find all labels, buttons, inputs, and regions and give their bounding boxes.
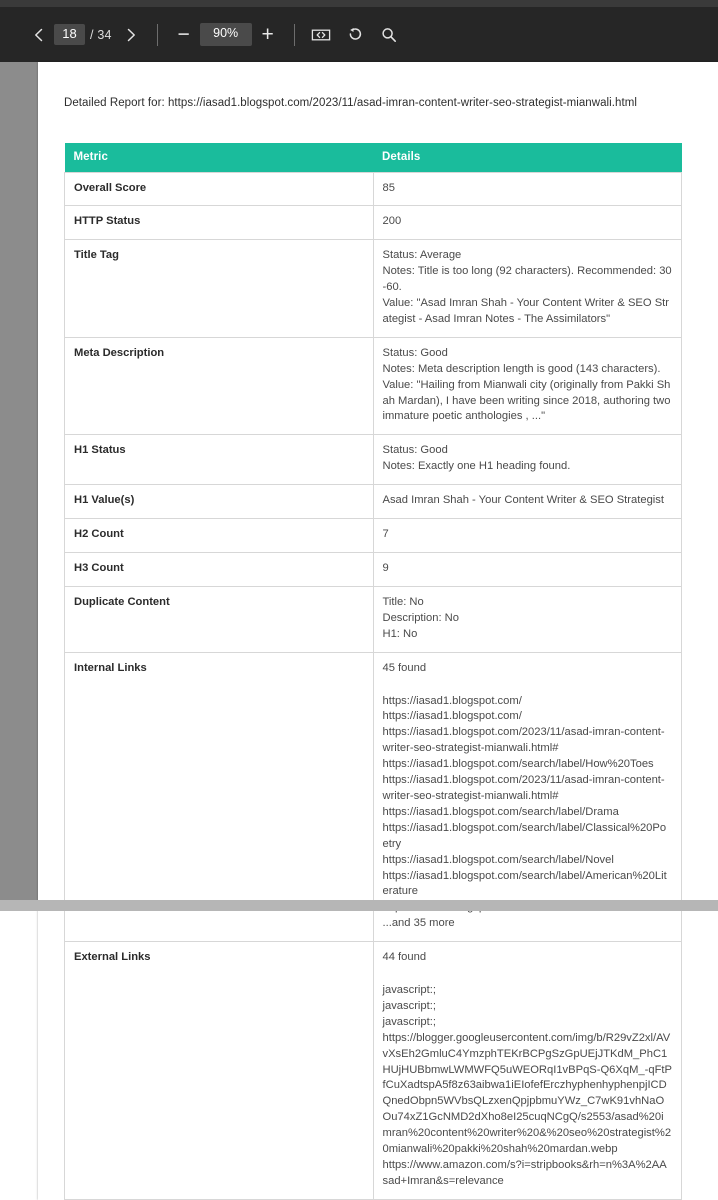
metric-label: Internal Links [65, 652, 374, 942]
table-row [65, 206, 682, 240]
seo-report-table [64, 143, 682, 1200]
next-page-button[interactable] [118, 22, 144, 48]
detail-line: Notes: Meta description length is good (143 characters). [382, 362, 661, 375]
zoom-out-icon: − [177, 23, 190, 46]
table-row [65, 485, 682, 519]
link-line: https://www.amazon.com/s?i=stripbooks&rh=n%3A%2AAsad+Imran&s=relevance [382, 1159, 667, 1187]
link-line: https://iasad1.blogspot.com/search/label/American%20Literature [382, 869, 667, 898]
link-line: javascript:; [382, 1015, 436, 1028]
table-head [65, 143, 682, 173]
metric-label: External Links [65, 942, 374, 1200]
window-top-strip [0, 0, 718, 7]
horizontal-scrollbar-thumb[interactable] [0, 900, 718, 911]
detail-value [373, 553, 682, 587]
table-row [65, 519, 682, 553]
horizontal-scrollbar[interactable] [0, 900, 718, 911]
zoom-in-button[interactable] [255, 22, 281, 48]
detail-line: Status: Average [382, 249, 462, 262]
link-line: https://iasad1.blogspot.com/2023/11/asad-imran-content-writer-seo-strategist-mianwali.html# [382, 726, 665, 755]
column-header-details: Details [373, 143, 682, 173]
detail-line: Title: No [382, 595, 424, 608]
metric-label: H2 Count [65, 519, 374, 553]
detail-line: 9 [382, 562, 389, 575]
detail-value [373, 519, 682, 553]
detail-line: 7 [382, 528, 389, 541]
link-line: https://iasad1.blogspot.com/search/label/Classical%20Poetry [382, 821, 667, 850]
detail-value [373, 485, 682, 519]
toolbar-divider-1 [157, 24, 158, 46]
detail-line: Description: No [382, 611, 459, 624]
detail-value [373, 435, 682, 485]
toolbar-divider-2 [294, 24, 295, 46]
table-row [65, 240, 682, 338]
link-line: https://iasad1.blogspot.com/ [382, 710, 522, 723]
detail-line: Notes: Exactly one H1 heading found. [382, 460, 571, 473]
metric-label: HTTP Status [65, 206, 374, 240]
table-header-row [65, 143, 682, 173]
detail-value [373, 337, 682, 435]
table-row [65, 435, 682, 485]
table-body [65, 172, 682, 1199]
link-line: https://iasad1.blogspot.com/search/label/Drama [382, 805, 619, 818]
link-line: https://iasad1.blogspot.com/ [382, 694, 522, 707]
page-count-label: / 34 [90, 27, 112, 42]
detail-line: Asad Imran Shah - Your Content Writer & SEO Strategist [382, 494, 664, 507]
detail-line: 200 [382, 215, 402, 228]
detail-line: 85 [382, 181, 395, 194]
detail-value [373, 172, 682, 206]
link-line: javascript:; [382, 984, 436, 997]
detail-value [373, 240, 682, 338]
pdf-viewer-toolbar [0, 7, 718, 62]
detail-value [373, 652, 682, 942]
metric-label: Title Tag [65, 240, 374, 338]
link-line: https://iasad1.blogspot.com/search/label/How%20Toes [382, 758, 654, 771]
metric-label: H1 Status [65, 435, 374, 485]
page-number-input[interactable]: 18 [54, 24, 85, 45]
metric-label: H1 Value(s) [65, 485, 374, 519]
table-row [65, 586, 682, 652]
links-count: 45 found [382, 661, 427, 674]
table-row [65, 942, 682, 1200]
metric-label: Duplicate Content [65, 586, 374, 652]
detail-value [373, 206, 682, 240]
document-page [38, 62, 718, 1200]
rotate-counterclockwise-button[interactable] [342, 22, 368, 48]
fit-to-width-button[interactable] [308, 22, 334, 48]
column-header-metric: Metric [65, 143, 374, 173]
link-line: javascript:; [382, 999, 436, 1012]
detail-line: Value: "Hailing from Mianwali city (originally from Pakki Shah Mardan), I have been writing since 2018, authoring two immature poetic anthologies , ..." [382, 378, 671, 423]
zoom-out-button[interactable] [171, 22, 197, 48]
zoom-level-input[interactable]: 90% [200, 23, 252, 45]
link-line: https://iasad1.blogspot.com/search/label/Novel [382, 853, 614, 866]
detail-value [373, 942, 682, 1200]
detail-line: Value: "Asad Imran Shah - Your Content Writer & SEO Strategist - Asad Imran Notes - The Assimilators" [382, 297, 669, 325]
zoom-in-icon: + [261, 23, 274, 46]
table-row [65, 337, 682, 435]
detail-line: Notes: Title is too long (92 characters). Recommended: 30-60. [382, 265, 672, 294]
detail-line: H1: No [382, 627, 418, 640]
detail-line: Status: Good [382, 444, 448, 457]
detail-line: Status: Good [382, 346, 448, 359]
detail-value [373, 586, 682, 652]
metric-label: Meta Description [65, 337, 374, 435]
link-line: ...and 35 more [382, 917, 455, 930]
metric-label: Overall Score [65, 172, 374, 206]
table-row [65, 172, 682, 206]
table-row [65, 553, 682, 587]
links-count: 44 found [382, 951, 427, 964]
report-heading: Detailed Report for: https://iasad1.blogspot.com/2023/11/asad-imran-content-writer-seo-strategist-mianwali.html [64, 97, 637, 109]
table-row [65, 652, 682, 942]
document-viewport[interactable] [0, 62, 718, 1187]
link-line: https://iasad1.blogspot.com/2023/11/asad-imran-content-writer-seo-strategist-mianwali.html# [382, 774, 665, 802]
metric-label: H3 Count [65, 553, 374, 587]
link-line: https://blogger.googleusercontent.com/img/b/R29vZ2xl/AVvXsEh2GmluC4YmzphTEKrBCPgSzGpUEjJTKdM_PhC1HUjHUBbmwLWMWFQ5uWEORqI1vBPqS-Q6XqM_-qFtPfCuXadtspA5f8z63aibwa1iEIofefErczhyphenhyphenpjICDQnedObpn5WVbsQLzxenQpjpbmuYWz_C7wK91vhNaOOu74xZ1GcNMD2dXho8eI25cuqNCgQ/s2553/asad%20imran%20content%20writer%20&%20seo%20strategist%20mianwali%20pakki%20shah%20mardan.webp [382, 1031, 672, 1156]
previous-page-button[interactable] [26, 22, 52, 48]
search-button[interactable] [376, 22, 402, 48]
